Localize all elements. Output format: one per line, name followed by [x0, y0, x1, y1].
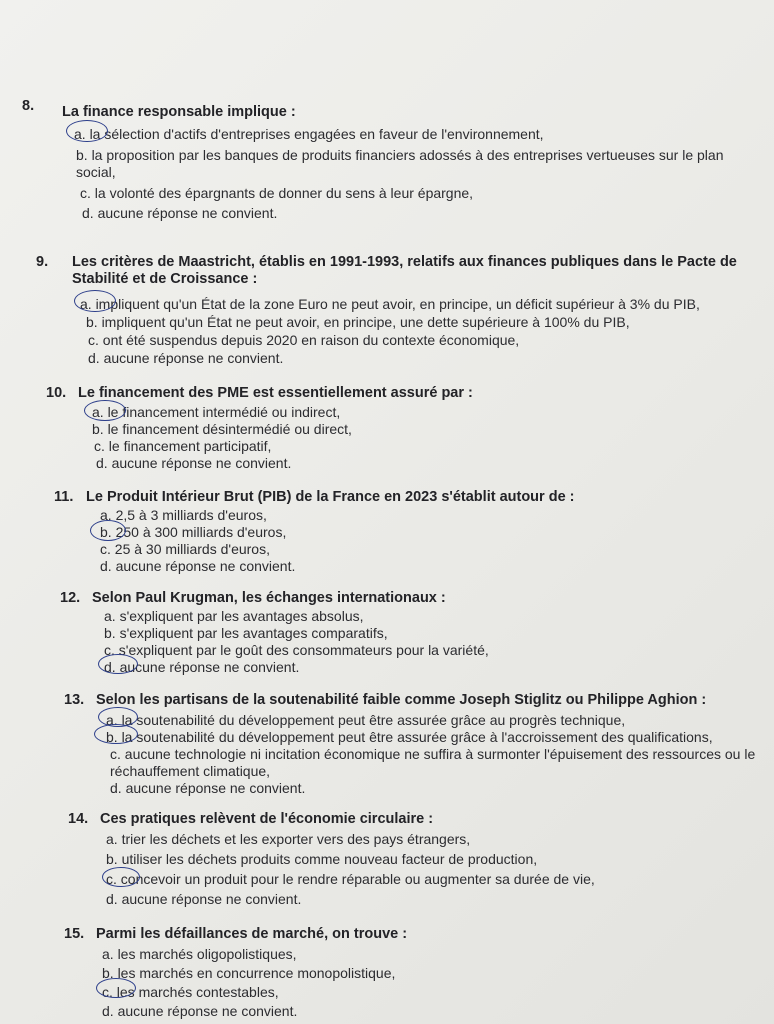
option-d: d. aucune réponse ne convient.: [100, 558, 296, 574]
question-title: La finance responsable implique :: [62, 104, 296, 120]
option-c: c. aucune technologie ni incitation économique ne suffira à surmonter l'épuisement des ressources ou le réchauffement climatique,: [110, 746, 756, 779]
option-c: c. la volonté des épargnants de donner du sens à leur épargne,: [80, 185, 474, 201]
option-d: d. aucune réponse ne convient.: [96, 455, 292, 471]
option-c: c. les marchés contestables,: [102, 984, 279, 1000]
question-title: Selon Paul Krugman, les échanges internationaux :: [92, 590, 446, 606]
option-a: a. la soutenabilité du développement peut être assurée grâce au progrès technique,: [106, 712, 626, 728]
option-d: d. aucune réponse ne convient.: [106, 891, 302, 907]
option-a: a. trier les déchets et les exporter vers des pays étrangers,: [106, 831, 471, 847]
option-b: b. impliquent qu'un État ne peut avoir, en principe, une dette supérieure à 100% du PIB,: [86, 314, 630, 330]
question-title: Le Produit Intérieur Brut (PIB) de la France en 2023 s'établit autour de :: [86, 489, 575, 505]
option-b: b. les marchés en concurrence monopolistique,: [102, 965, 396, 981]
question-title: Ces pratiques relèvent de l'économie circulaire :: [100, 811, 434, 827]
question-title: Selon les partisans de la soutenabilité faible comme Joseph Stiglitz ou Philippe Aghion :: [96, 692, 707, 708]
option-c: c. s'expliquent par le goût des consommateurs pour la variété,: [104, 642, 489, 658]
option-b: b. utiliser les déchets produits comme nouveau facteur de production,: [106, 851, 538, 867]
option-c: c. ont été suspendus depuis 2020 en raison du contexte économique,: [88, 332, 520, 348]
option-c: c. 25 à 30 milliards d'euros,: [100, 541, 270, 557]
question-title: Le financement des PME est essentiellement assuré par :: [78, 385, 473, 401]
option-b: b. 250 à 300 milliards d'euros,: [100, 524, 287, 540]
question-title: Parmi les défaillances de marché, on trouve :: [96, 926, 408, 942]
option-a: a. 2,5 à 3 milliards d'euros,: [100, 507, 267, 523]
option-d: d. aucune réponse ne convient.: [88, 350, 284, 366]
option-c: c. le financement participatif,: [94, 438, 272, 454]
option-a: a. le financement intermédié ou indirect,: [92, 404, 341, 420]
option-d: d. aucune réponse ne convient.: [102, 1003, 298, 1019]
question-number: 14.: [68, 811, 89, 827]
option-a: a. la sélection d'actifs d'entreprises engagées en faveur de l'environnement,: [74, 126, 544, 142]
question-number: 11.: [54, 489, 74, 505]
question-number: 12.: [60, 590, 81, 606]
option-b: b. le financement désintermédié ou direct,: [92, 421, 352, 437]
option-b: b. la proposition par les banques de produits financiers adossés à des entreprises vertueuses sur le plan social,: [76, 147, 724, 180]
question-number: 8.: [22, 98, 35, 114]
option-b: b. s'expliquent par les avantages comparatifs,: [104, 625, 388, 641]
option-a: a. impliquent qu'un État de la zone Euro ne peut avoir, en principe, un déficit supérieur à 3% du PIB,: [80, 296, 700, 312]
question-title: Les critères de Maastricht, établis en 1991-1993, relatifs aux finances publiques dans le Pacte de Stabilité et de Croissance :: [72, 254, 737, 287]
option-d: d. aucune réponse ne convient.: [104, 659, 300, 675]
option-b: b. la soutenabilité du développement peut être assurée grâce à l'accroissement des qualifications,: [106, 729, 713, 745]
question-number: 10.: [46, 385, 67, 401]
option-a: a. les marchés oligopolistiques,: [102, 946, 297, 962]
question-number: 13.: [64, 692, 85, 708]
option-a: a. s'expliquent par les avantages absolus,: [104, 608, 364, 624]
question-number: 15.: [64, 926, 85, 942]
option-d: d. aucune réponse ne convient.: [110, 780, 306, 796]
option-c: c. concevoir un produit pour le rendre réparable ou augmenter sa durée de vie,: [106, 871, 595, 887]
question-number: 9.: [36, 254, 49, 270]
option-d: d. aucune réponse ne convient.: [82, 205, 278, 221]
